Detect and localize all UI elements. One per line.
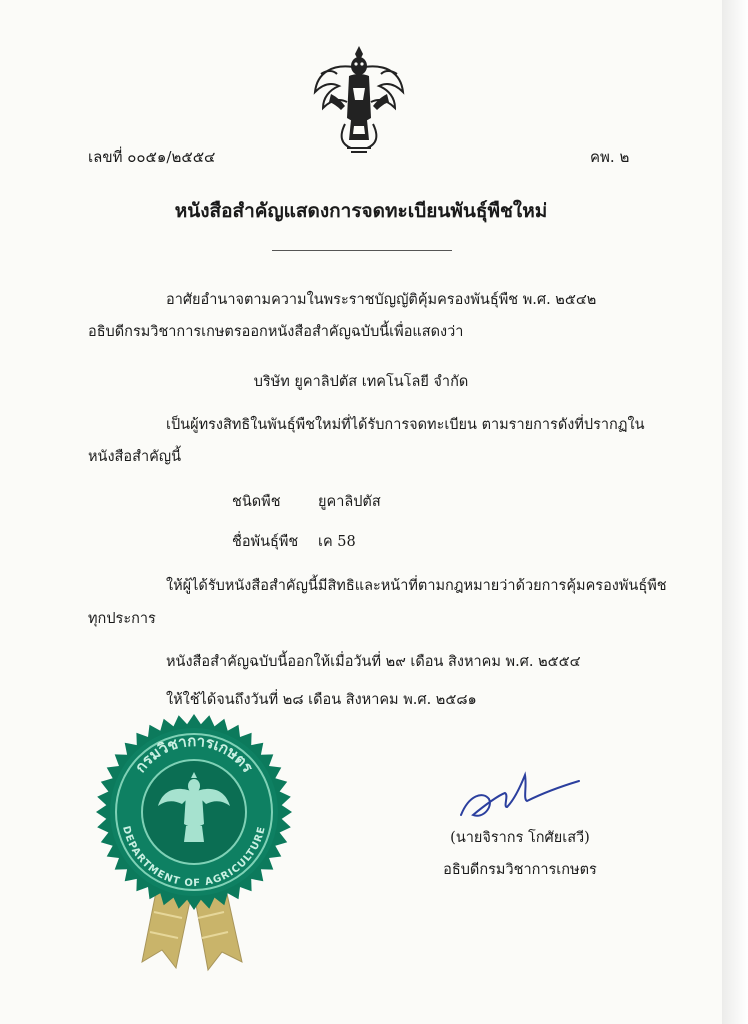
species-value: ยูคาลิปตัส (318, 494, 381, 510)
duty-line-2: ทุกประการ (88, 611, 156, 627)
authority-line-1: อาศัยอำนาจตามความในพระราชบัญญัติคุ้มครองพันธุ์พืช พ.ศ. ๒๕๔๒ (166, 292, 597, 308)
rights-line-2: หนังสือสำคัญนี้ (88, 449, 182, 465)
form-code: คพ. ๒ (590, 148, 630, 166)
duty-line-1: ให้ผู้ได้รับหนังสือสำคัญนี้มีสิทธิและหน้าที่ตามกฎหมายว่าด้วยการคุ้มครองพันธุ์พืช (166, 578, 667, 594)
title-divider (272, 250, 452, 251)
seal-lettering (92, 712, 296, 976)
seal-text-thai: กรมวิชาการเกษตร (131, 731, 257, 776)
valid-until: ให้ใช้ได้จนถึงวันที่ ๒๘ เดือน สิงหาคม พ.ศ. ๒๕๘๑ (166, 692, 477, 708)
document-number: เลขที่ ๐๐๕๑/๒๕๕๔ (88, 148, 216, 166)
signatory-name: (นายจิรากร โกศัยเสวี) (450, 830, 590, 846)
holder-name: บริษัท ยูคาลิปตัส เทคโนโลยี จำกัด (253, 374, 469, 390)
species-label: ชนิดพืช (232, 494, 281, 510)
signatory-title: อธิบดีกรมวิชาการเกษตร (443, 862, 597, 878)
certificate-title: หนังสือสำคัญแสดงการจดทะเบียนพันธุ์พืชใหม่ (174, 200, 548, 222)
seal-text-english: DEPARTMENT OF AGRICULTURE (120, 824, 268, 890)
garuda-emblem-icon (311, 44, 407, 156)
authority-line-2: อธิบดีกรมวิชาการเกษตรออกหนังสือสำคัญฉบับนี้เพื่อแสดงว่า (88, 324, 464, 340)
handwritten-signature-icon (455, 765, 585, 825)
variety-value: เค 58 (318, 534, 356, 550)
page-edge (722, 0, 748, 1024)
rights-line-1: เป็นผู้ทรงสิทธิในพันธุ์พืชใหม่ที่ได้รับการจดทะเบียน ตามรายการดังที่ปรากฏใน (166, 417, 645, 433)
variety-label: ชื่อพันธุ์พืช (232, 534, 299, 550)
issue-date: หนังสือสำคัญฉบับนี้ออกให้เมื่อวันที่ ๒๙ เดือน สิงหาคม พ.ศ. ๒๕๕๔ (166, 654, 581, 670)
